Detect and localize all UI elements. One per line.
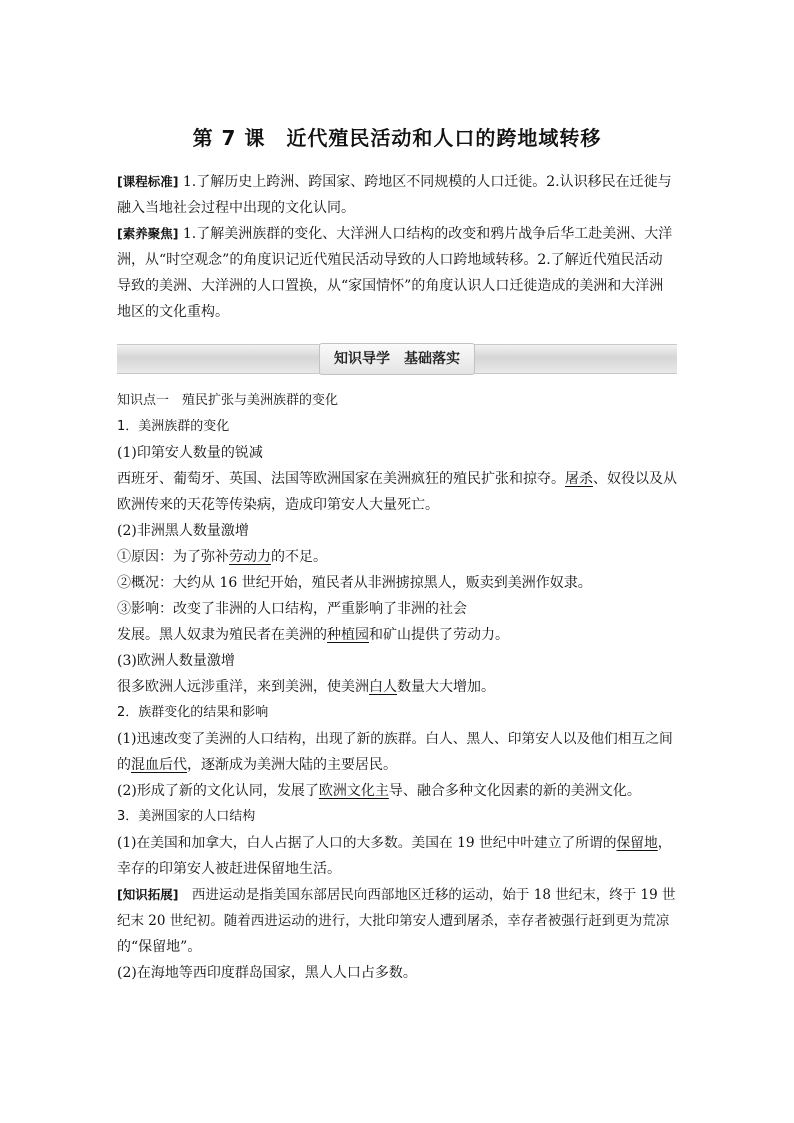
key-term: 欧洲文化主 — [318, 783, 389, 799]
paragraph-line: ③影响：改变了非洲的人口结构，严重影响了非洲的社会 — [117, 601, 467, 617]
literacy-focus-line: [素养聚焦] 1.了解美洲族群的变化、大洋洲人口结构的改变和鸦片战争后华工赴美洲、大洋 — [117, 226, 673, 242]
knowledge-extension-line: [知识拓展] 西进运动是指美国东部居民向西部地区迁移的运动，始于 18 世纪末，终于 19 世 — [117, 887, 676, 903]
literacy-focus-line: 洲，从“时空观念”的角度识记近代殖民活动导致的人口跨地域转移。2.了解近代殖民活动 — [117, 252, 663, 268]
key-term: 种植园 — [327, 627, 369, 643]
curriculum-standard-line: [课程标准] 1.了解历史上跨洲、跨国家、跨地区不同规模的人口迁徙。2.认识移民在迁徙与 — [117, 174, 672, 190]
knowledge-extension-line: 的“保留地”。 — [117, 939, 202, 955]
knowledge-point-heading: 知识点一 殖民扩张与美洲族群的变化 — [117, 393, 339, 408]
paragraph-line: 发展。黑人奴隶为殖民者在美洲的种植园和矿山提供了劳动力。 — [117, 627, 509, 643]
paragraph-line: (2)形成了新的文化认同，发展了欧洲文化主导、融合多种文化因素的新的美洲文化。 — [117, 783, 641, 799]
content-section — [117, 388, 677, 986]
key-term: 劳动力 — [229, 549, 271, 565]
paragraph-line: ①原因：为了弥补劳动力的不足。 — [117, 549, 327, 565]
paragraph-line: (2)在海地等西印度群岛国家，黑人人口占多数。 — [117, 965, 417, 981]
key-term: 白人 — [369, 679, 397, 695]
literacy-focus-line: 导致的美洲、大洋洲的人口置换，从“家国情怀”的角度认识人口迁徙造成的美洲和大洋洲 — [117, 278, 664, 294]
key-term: 保留地 — [616, 835, 658, 851]
paragraph-line: 欧洲传来的天花等传染病，造成印第安人大量死亡。 — [117, 497, 439, 513]
literacy-focus-line: 地区的文化重构。 — [117, 304, 229, 320]
section-heading: 3．美洲国家的人口结构 — [117, 809, 256, 824]
intro-section — [117, 169, 677, 325]
paragraph-line: (1)在美国和加拿大，白人占据了人口的大多数。美国在 19 世纪中叶建立了所谓的保留地， — [117, 835, 672, 851]
curriculum-standard-line: 融入当地社会过程中出现的文化认同。 — [117, 200, 355, 216]
literacy-focus-tag: [素养聚焦] — [117, 226, 179, 241]
paragraph-line: (1)迅速改变了美洲的人口结构，出现了新的族群。白人、黑人、印第安人以及他们相互之间 — [117, 731, 673, 747]
paragraph-line: 幸存的印第安人被赶进保留地生活。 — [117, 861, 341, 877]
paragraph-line: 很多欧洲人远涉重洋，来到美洲，使美洲白人数量大大增加。 — [117, 679, 495, 695]
subsection-heading: (3)欧洲人数量激增 — [117, 653, 235, 669]
curriculum-standard-tag: [课程标准] — [117, 174, 179, 189]
section-banner-label: 知识导学 基础落实 — [319, 343, 475, 375]
knowledge-extension-line: 纪末 20 世纪初。随着西进运动的进行，大批印第安人遭到屠杀，幸存者被强行赶到更为荒凉 — [117, 913, 670, 929]
lesson-title: 第 7 课 近代殖民活动和人口的跨地域转移 — [192, 126, 602, 150]
section-heading: 2．族群变化的结果和影响 — [117, 705, 269, 720]
section-banner — [117, 344, 677, 374]
subsection-heading: (2)非洲黑人数量激增 — [117, 523, 249, 539]
section-heading: 1．美洲族群的变化 — [117, 419, 230, 434]
subsection-heading: (1)印第安人数量的锐减 — [117, 445, 263, 461]
paragraph-line: 的混血后代，逐渐成为美洲大陆的主要居民。 — [117, 757, 397, 773]
paragraph-line: ②概况：大约从 16 世纪开始，殖民者从非洲掳掠黑人，贩卖到美洲作奴隶。 — [117, 575, 592, 591]
key-term: 屠杀 — [565, 471, 593, 487]
paragraph-line: 西班牙、葡萄牙、英国、法国等欧洲国家在美洲疯狂的殖民扩张和掠夺。屠杀、奴役以及从 — [117, 471, 677, 487]
key-term: 混血后代 — [131, 757, 187, 773]
knowledge-extension-tag: [知识拓展] — [117, 887, 179, 902]
